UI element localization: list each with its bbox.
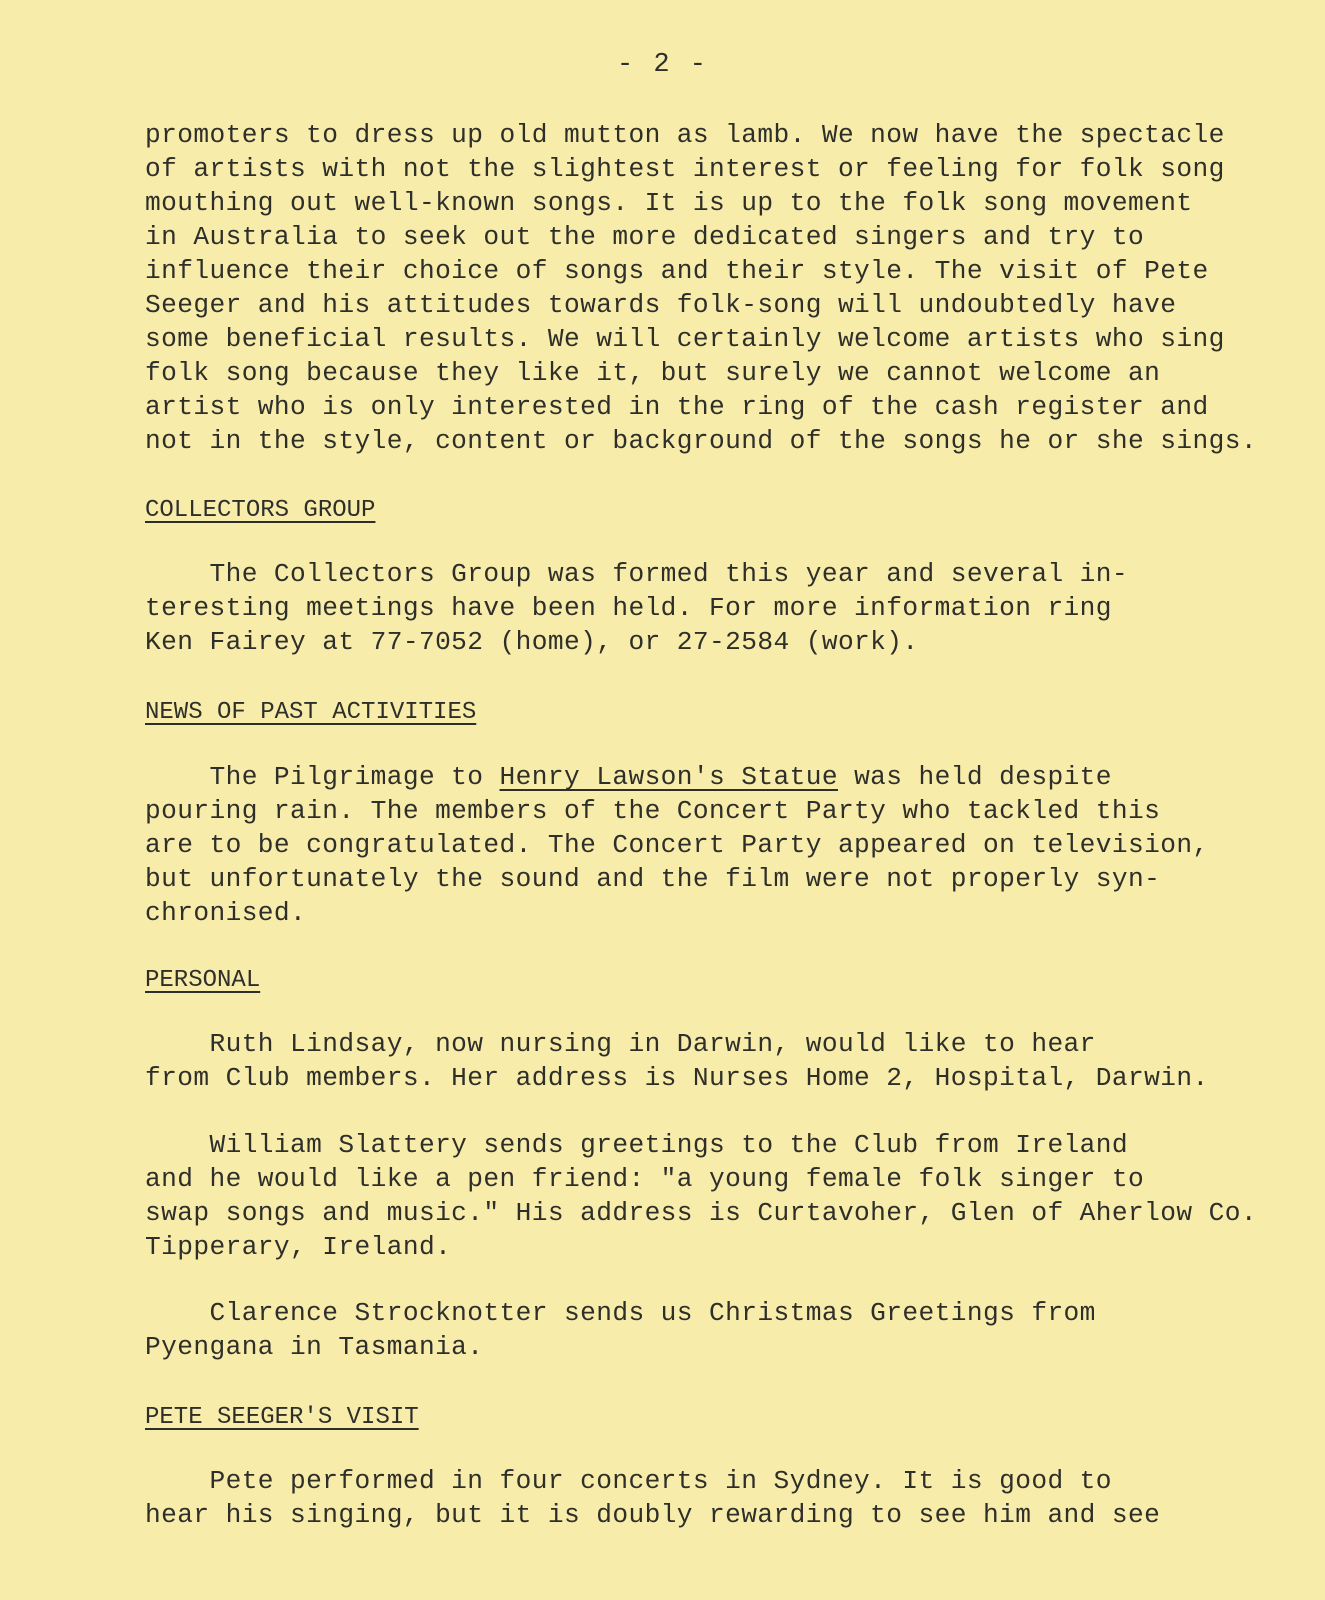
intro-line: influence their choice of songs and their style. The visit of Pete [145, 256, 1209, 286]
henry-lawson-statue-underlined: Henry Lawson's Statue [499, 762, 838, 792]
collectors-line: The Collectors Group was formed this year and several in- [145, 559, 1129, 589]
personal-para2-line: William Slattery sends greetings to the Club from Ireland [145, 1130, 1129, 1160]
intro-line: Seeger and his attitudes towards folk-song will undoubtedly have [145, 290, 1177, 320]
personal-para2-line: Tipperary, Ireland. [145, 1232, 452, 1262]
personal-para2-line: swap songs and music." His address is Curtavoher, Glen of Aherlow Co. [145, 1198, 1257, 1228]
news-line: but unfortunately the sound and the film were not properly syn- [145, 864, 1161, 894]
news-line-end: was held despite [837, 762, 1112, 792]
news-line-start: The Pilgrimage to [145, 762, 500, 792]
intro-line: artist who is only interested in the ring of the cash register and [145, 392, 1209, 422]
heading-pete-seegers-visit: PETE SEEGER'S VISIT [145, 1404, 419, 1431]
personal-para3-line: Clarence Strocknotter sends us Christmas Greetings from [145, 1298, 1096, 1328]
intro-line: folk song because they like it, but surely we cannot welcome an [145, 358, 1161, 388]
personal-para1-line: from Club members. Her address is Nurses Home 2, Hospital, Darwin. [145, 1063, 1209, 1093]
intro-line: mouthing out well-known songs. It is up to the folk song movement [145, 188, 1193, 218]
collectors-line: Ken Fairey at 77-7052 (home), or 27-2584 (work). [145, 627, 919, 657]
intro-line: in Australia to seek out the more dedicated singers and try to [145, 222, 1145, 252]
intro-line: of artists with not the slightest interest or feeling for folk song [145, 154, 1225, 184]
seeger-line: Pete performed in four concerts in Sydney. It is good to [145, 1466, 1112, 1496]
heading-collectors-group: COLLECTORS GROUP [145, 497, 376, 524]
intro-line: some beneficial results. We will certainly welcome artists who sing [145, 324, 1225, 354]
news-line: are to be congratulated. The Concert Party appeared on television, [145, 830, 1209, 860]
seeger-line: hear his singing, but it is doubly rewarding to see him and see [145, 1500, 1161, 1530]
news-line: chronised. [145, 898, 307, 928]
personal-para2-line: and he would like a pen friend: "a young female folk singer to [145, 1164, 1145, 1194]
news-line: pouring rain. The members of the Concert Party who tackled this [145, 796, 1161, 826]
personal-para1-line: Ruth Lindsay, now nursing in Darwin, would like to hear [145, 1029, 1096, 1059]
heading-news-of-past-activities: NEWS OF PAST ACTIVITIES [145, 699, 477, 726]
intro-line: promoters to dress up old mutton as lamb. We now have the spectacle [145, 120, 1225, 150]
personal-para3-line: Pyengana in Tasmania. [145, 1332, 484, 1362]
intro-line: not in the style, content or background of the songs he or she sings. [145, 426, 1257, 456]
page-number: - 2 - [616, 50, 708, 80]
news-line [145, 760, 1112, 794]
heading-personal: PERSONAL [145, 967, 261, 994]
collectors-line: teresting meetings have been held. For more information ring [145, 593, 1112, 623]
